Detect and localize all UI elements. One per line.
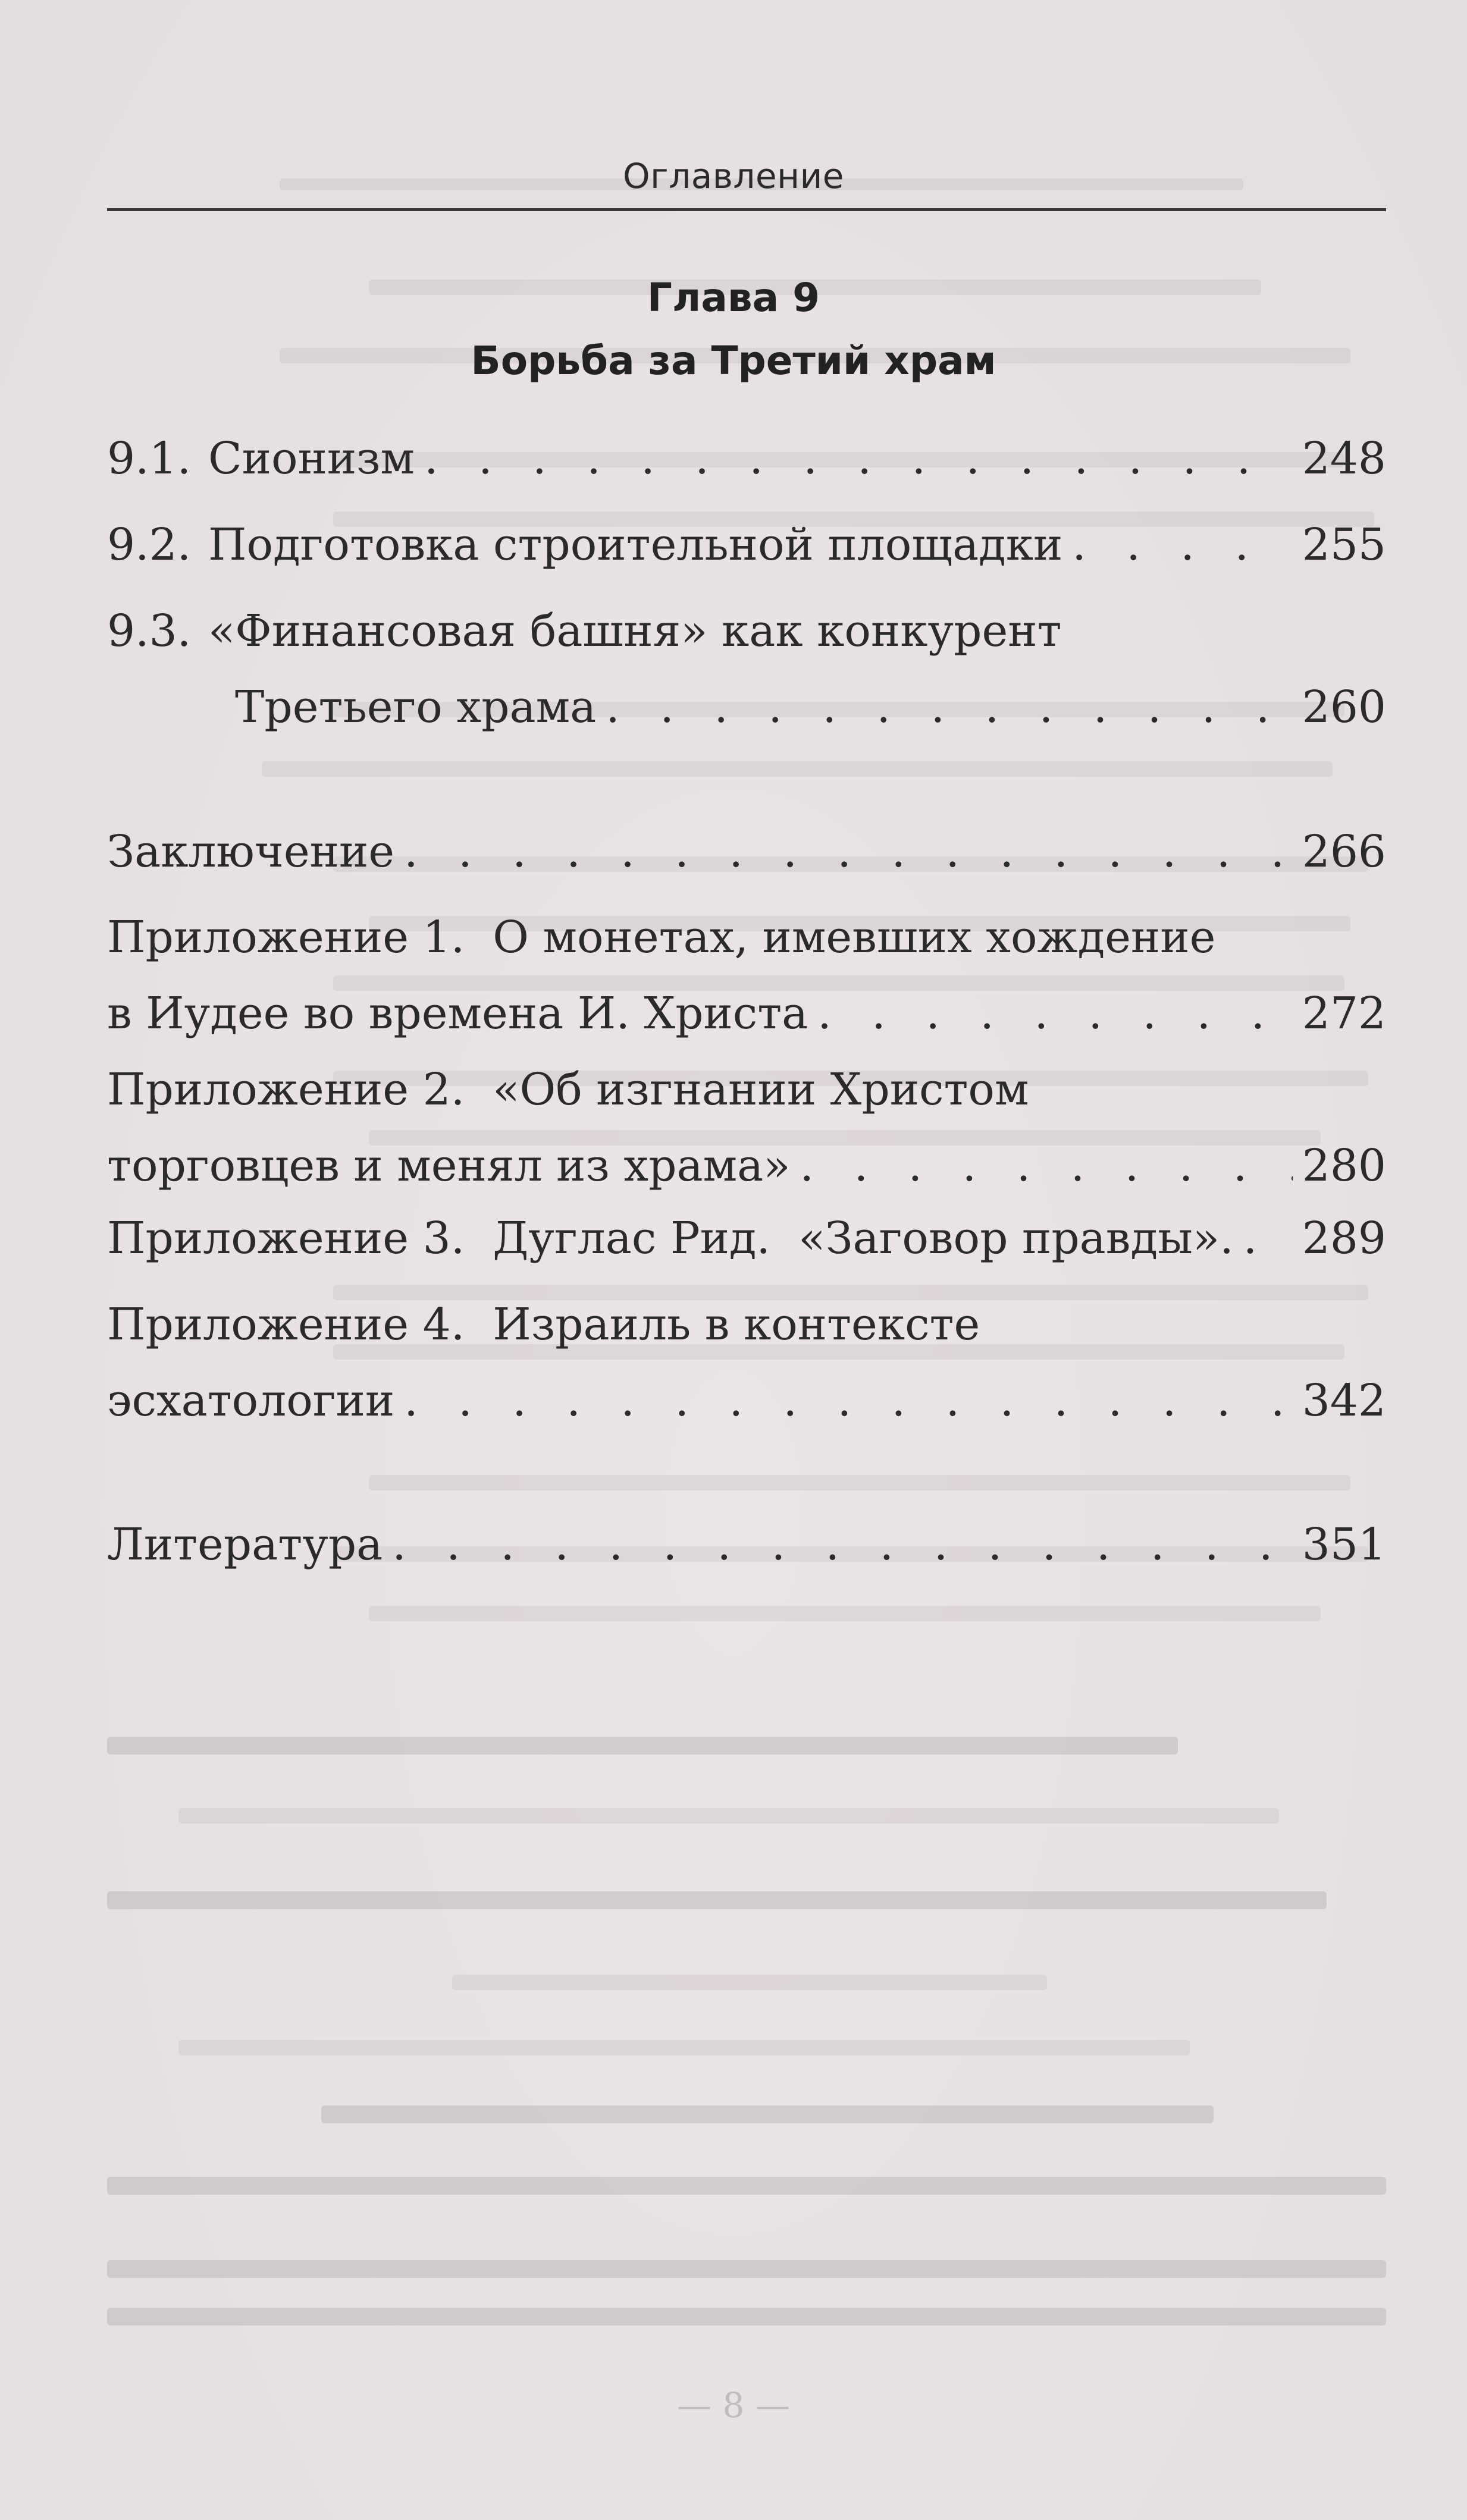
entry-number: 9.1. xyxy=(107,433,192,484)
leader-dots xyxy=(800,1131,1293,1201)
toc-entry[interactable] xyxy=(107,1510,1386,1580)
entry-title-line-2: в Иудее во времена И. Христа xyxy=(107,988,808,1039)
entry-title-line-2: торговцев и менял из храма» xyxy=(107,1140,791,1191)
toc-entry[interactable] xyxy=(107,902,1386,1049)
toc-entry[interactable] xyxy=(107,596,1386,742)
entry-page-number: 260 xyxy=(1302,682,1386,733)
toc-entry[interactable] xyxy=(107,510,1386,580)
entry-title: Литература xyxy=(107,1519,383,1570)
chapter-number: Глава 9 xyxy=(647,275,820,321)
entry-title-line-1: Приложение 1. О монетах, имевших хождение xyxy=(107,912,1216,963)
entry-title-line-1: «Финансовая башня» как конкурент xyxy=(208,605,1062,657)
entry-page-number: 266 xyxy=(1302,826,1386,877)
toc-entry[interactable] xyxy=(107,1203,1386,1273)
entry-title: Сионизм xyxy=(208,433,415,484)
toc-entry[interactable] xyxy=(107,817,1386,887)
leader-dots xyxy=(404,817,1293,887)
entry-page-number: 255 xyxy=(1302,519,1386,570)
entry-title-line-1: Приложение 2. «Об изгнании Христом xyxy=(107,1064,1029,1115)
entry-number: 9.2. xyxy=(107,519,192,570)
chapter-title: Борьба за Третий храм xyxy=(471,338,996,384)
leader-dots xyxy=(404,1366,1293,1436)
leader-dots xyxy=(606,672,1292,742)
entry-title-line-2: эсхатологии xyxy=(107,1375,395,1426)
entry-page-number: 289 xyxy=(1302,1213,1386,1264)
leader-dots xyxy=(1243,1203,1293,1273)
toc-entry[interactable] xyxy=(107,1289,1386,1436)
toc-entry[interactable] xyxy=(107,423,1386,494)
entry-title-line-1: Приложение 4. Израиль в контексте xyxy=(107,1299,980,1350)
entry-page-number: 280 xyxy=(1302,1140,1386,1191)
entry-page-number: 248 xyxy=(1302,433,1386,484)
entry-page-number: 351 xyxy=(1302,1519,1386,1570)
entry-title: Заключение xyxy=(107,826,395,877)
entry-page-number: 342 xyxy=(1302,1375,1386,1426)
leader-dots xyxy=(424,423,1293,494)
entry-page-number: 272 xyxy=(1302,988,1386,1039)
entry-title: Подготовка строительной площадки xyxy=(208,519,1063,570)
entry-title: Приложение 3. Дуглас Рид. «Заговор правды». xyxy=(107,1213,1234,1264)
toc-entry[interactable] xyxy=(107,1055,1386,1201)
leader-dots xyxy=(817,978,1292,1049)
leader-dots xyxy=(392,1510,1292,1580)
entry-number: 9.3. xyxy=(107,605,192,657)
header-rule xyxy=(107,208,1386,211)
leader-dots xyxy=(1072,510,1292,580)
page-footer: — 8 — xyxy=(677,2385,790,2425)
entry-title-line-2: Третьего храма xyxy=(235,682,597,733)
running-head: Оглавление xyxy=(623,156,844,196)
